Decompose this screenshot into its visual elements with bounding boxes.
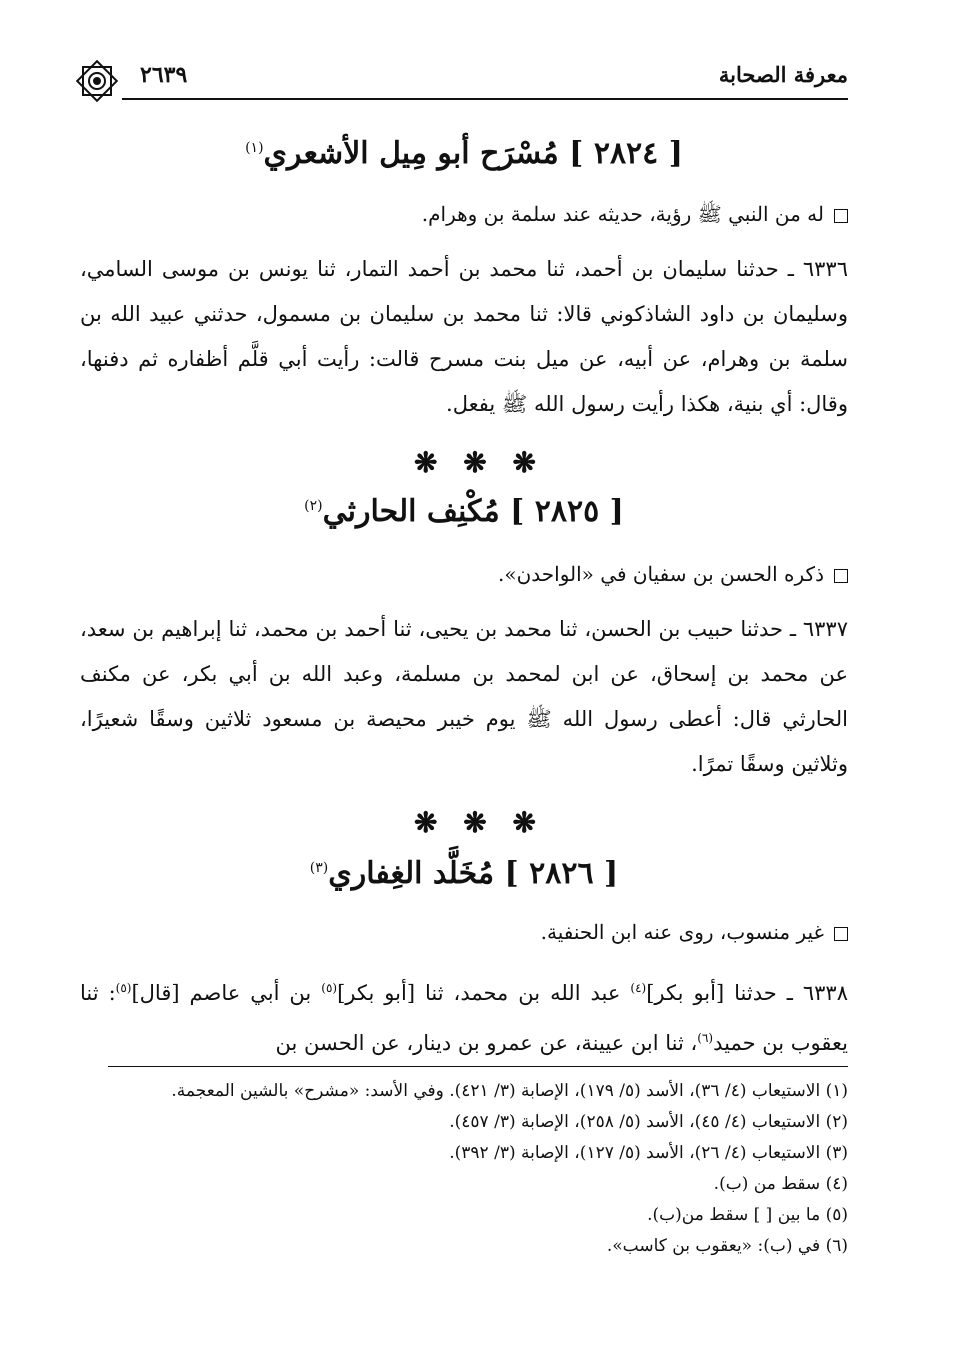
footnote: (٥) ما بين [ ] سقط من(ب). bbox=[647, 1205, 848, 1225]
footnote-ref: (٣) bbox=[309, 860, 329, 876]
footnote-ref: (٢) bbox=[304, 498, 323, 514]
footnote: (٦) في (ب): «يعقوب بن كاسب». bbox=[606, 1236, 848, 1256]
page-header bbox=[70, 62, 848, 96]
entry-heading-2825: [ ٢٨٢٥ ] مُكْنِف الحارثي$^{(٢)}$ bbox=[304, 494, 624, 529]
footnote: (٤) سقط من (ب). bbox=[713, 1174, 848, 1194]
square-bullet-icon bbox=[834, 927, 848, 941]
square-bullet-icon bbox=[834, 569, 848, 583]
footnote: (١) الاستيعاب (٤/ ٣٦)، الأسد (٥/ ١٧٩)، الإصابة (٣/ ٤٢١). وفي الأسد: «مشرح» بالشين المعجمة. bbox=[171, 1081, 848, 1101]
page-number: ٢٦٣٩ bbox=[140, 62, 188, 88]
header-rule bbox=[122, 98, 848, 100]
section-separator: ❋ ❋ ❋ bbox=[414, 806, 544, 839]
footnote-ref: (١) bbox=[245, 140, 264, 156]
footnote: (٣) الاستيعاب (٤/ ٢٦)، الأسد (٥/ ١٢٧)، الإصابة (٣/ ٣٩٢). bbox=[449, 1143, 848, 1163]
ornament-icon bbox=[72, 56, 122, 106]
footnote: (٢) الاستيعاب (٤/ ٤٥)، الأسد (٥/ ٢٥٨)، الإصابة (٣/ ٤٥٧). bbox=[449, 1112, 848, 1132]
square-bullet-icon bbox=[834, 209, 848, 223]
hadith-paragraph: ٦٣٣٧ ـ حدثنا حبيب بن الحسن، ثنا محمد بن يحيى، ثنا أحمد بن محمد، ثنا إبراهيم بن سعد، عن محمد بن إسحاق، عن ابن لمحمد بن مسلمة، وعبد الله بن أبي بكر، عن مكنف الحارثي قال: أعطى رسول الله ﷺ يوم خيبر محيصة بن مسعود ثلاثين وسقًا شعيرًا، وثلاثين وسقًا تمرًا. bbox=[80, 617, 848, 776]
entry-intro: له من النبي ﷺ رؤية، حديثه عند سلمة بن وهرام. bbox=[80, 202, 848, 231]
entry-intro: غير منسوب، روى عنه ابن الحنفية. bbox=[80, 920, 848, 944]
section-separator: ❋ ❋ ❋ bbox=[414, 446, 544, 479]
hadith-paragraph: ٦٣٣٨ ـ حدثنا [أبو بكر]$^{(٤)}$ عبد الله بن محمد، ثنا [أبو بكر]$^{(٥)}$ بن أبي عاصم [قال]$^{(٥)}$: ثنا يعقوب بن حميد$^{(٦)}$، ثنا ابن عيينة، عن عمرو بن دينار، عن الحسن بن bbox=[80, 981, 848, 1055]
running-title: معرفة الصحابة bbox=[718, 62, 848, 87]
entry-intro: ذكره الحسن بن سفيان في «الواحدن». bbox=[80, 562, 848, 586]
hadith-paragraph: ٦٣٣٦ ـ حدثنا سليمان بن أحمد، ثنا محمد بن أحمد التمار، ثنا يونس بن موسى السامي، وسليمان بن داود الشاذكوني قالا: ثنا محمد بن سليمان بن مسمول، حدثني عبيد الله بن سلمة بن وهرام، عن أبيه، عن ميل بنت مسرح قالت: رأيت أبي قلَّم أظفاره ثم دفنها، وقال: أي بنية، هكذا رأيت رسول الله ﷺ يفعل. bbox=[80, 257, 848, 416]
entry-heading-2824: [ ٢٨٢٤ ] مُسْرَح أبو مِيل الأشعري$^{(١)}$ bbox=[245, 136, 683, 171]
entry-heading-2826: [ ٢٨٢٦ ] مُخَلَّد الغِفاري$^{(٣)}$ bbox=[309, 856, 619, 891]
footnotes bbox=[80, 1076, 848, 1262]
footnote-rule bbox=[108, 1066, 848, 1067]
